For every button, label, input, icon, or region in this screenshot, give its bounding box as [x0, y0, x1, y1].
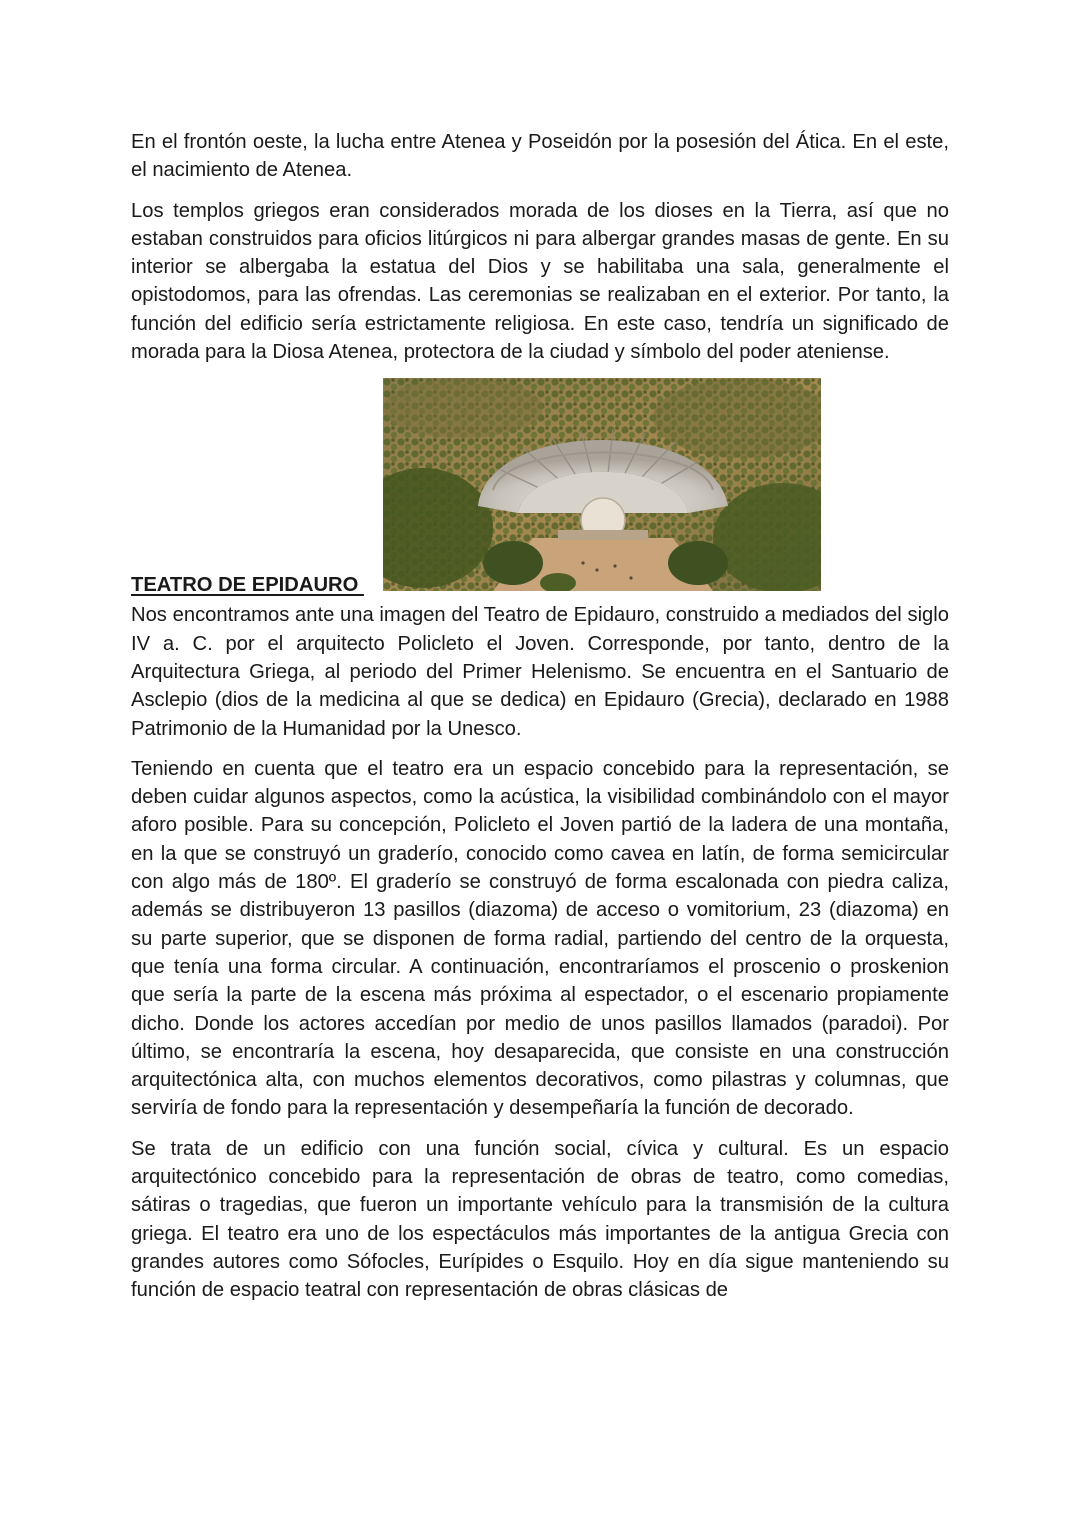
section-header-epidauro	[131, 378, 949, 597]
paragraph-theatre-function: Se trata de un edificio con una función social, cívica y cultural. Es un espacio arquitectónico concebido para la representación de obras de teatro, como comedias, sátiras o tragedias, que fueron un importante vehículo para la transmisión de la cultura griega. El teatro era uno de los espectáculos más importantes de la antigua Grecia con grandes autores como Sófocles, Eurípides o Esquilo. Hoy en día sigue manteniendo su función de espacio teatral con representación de obras clásicas de	[131, 1137, 949, 1302]
paragraph-theatre-description: Teniendo en cuenta que el teatro era un espacio concebido para la representación, se deben cuidar algunos aspectos, como la acústica, la visibilidad combinándolo con el mayor aforo posible. Para su concepción, Policleto el Joven partió de la ladera de una montaña, en la que se construyó un graderío, conocido como cavea en latín, de forma semicircular con algo más de 180º. El graderío se construyó de forma escalonada con piedra caliza, además se distribuyeron 13 pasillos (diazoma) de acceso o vomitorium, 23 (diazoma) en su parte superior, que se disponen de forma radial, partiendo del centro de la orquesta, que tenía una forma circular. A continuación, encontraríamos el proscenio o proskenion que sería la parte de la escena más próxima al espectador, o el escenario propiamente dicho. Donde los actores accedían por medio de unos pasillos llamados (paradoi). Por último, se encontraría la escena, hoy desaparecida, que consiste en una construcción arquitectónica alta, con muchos elementos decorativos, como pilastras y columnas, que serviría de fondo para la representación y desempeñaría la función de decorado.	[131, 757, 949, 1120]
document-page	[131, 128, 949, 1317]
section-heading: TEATRO DE EPIDAURO	[131, 574, 364, 597]
theatre-aerial-photo	[383, 378, 821, 591]
paragraph-intro-epidauro: Nos encontramos ante una imagen del Teatro de Epidauro, construido a mediados del siglo IV a. C. por el arquitecto Policleto el Joven. Corresponde, por tanto, dentro de la Arquitectura Griega, al periodo del Primer Helenismo. Se encuentra en el Santuario de Asclepio (dios de la medicina al que se dedica) en Epidauro (Grecia), declarado en 1988 Patrimonio de la Humanidad por la Unesco.	[131, 604, 949, 740]
paragraph-greek-temples: Los templos griegos eran considerados morada de los dioses en la Tierra, así que no estaban construidos para oficios litúrgicos ni para albergar grandes masas de gente. En su interior se albergaba la estatua del Dios y se habilitaba una sala, generalmente el opistodomos, para las ofrendas. Las ceremonias se realizaban en el exterior. Por tanto, la función del edificio sería estrictamente religiosa. En este caso, tendría un significado de morada para la Diosa Atenea, protectora de la ciudad y símbolo del poder ateniense.	[131, 199, 949, 364]
paragraph-pediment: En el frontón oeste, la lucha entre Atenea y Poseidón por la posesión del Ática. En el este, el nacimiento de Atenea.	[131, 131, 949, 182]
